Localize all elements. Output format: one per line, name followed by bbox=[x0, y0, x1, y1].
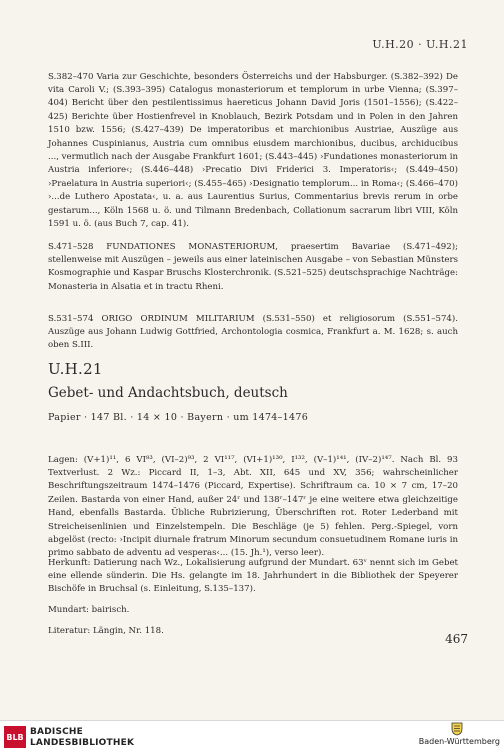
paragraph-origo: S.531–574 ORIGO ORDINUM MILITARIUM (S.531–550) et religiosorum (S.551–574). Auszüge aus Johann Ludwig Gottfried, Archontologia cosmica, Frankfurt a. M. 1628; s. auch oben S.III. bbox=[48, 313, 458, 351]
entry-meta: Papier · 147 Bl. · 14 × 10 · Bayern · um 1474–1476 bbox=[48, 412, 309, 423]
entry-shelfmark: U.H.21 bbox=[48, 360, 103, 378]
library-name-line2: LANDESBIBLIOTHEK bbox=[30, 738, 135, 748]
paragraph-fundationes: S.471–528 FUNDATIONES MONASTERIORUM, praesertim Bavariae (S.471–492); stellenweise mit Auszügen – jeweils aus einer lateinischen Ausgabe – von Sebastian Münsters Kosmographie und Kaspar Bruschs Klosterchronik. (S.521–525) deutschsprachige Nachträge: Monasteria in Alsatia et in tractu Rheni. bbox=[48, 241, 458, 292]
entry-origin: Herkunft: Datierung nach Wz., Lokalisierung aufgrund der Mundart. 63ᵛ nennt sich im Gebet eine ellende sünderin. Die Hs. gelangte im 18. Jahrhundert in die Bibliothek der Speyerer Bischöfe in Bruchsal (s. Einleitung, S.135–137). bbox=[48, 557, 458, 595]
paragraph-varia: S.382–470 Varia zur Geschichte, besonders Österreichs und der Habsburger. (S.382–392) De vita Caroli V.; (S.393–395) Catalogus monasteriorum et templorum in urbe Vienna; (S.397–404) Bericht über den pestilentissimus haereticus Johann David Joris (1501–1556); (S.422–425) Berichte über Hostienfrevel in Knoblauch, Bezirk Potsdam und in Polen in den Jahren 1510 bzw. 1556; (S.427–439) De imperatoribus et marchionibus Austriae, Auszüge aus Johannes Cuspinianus, Austria cum omnibus eiusdem marchionibus, ducibus, archiducibus ..., vermutlich nach der Ausgabe Frankfurt 1601; (S.443–445) ›Fundationes monasteriorum in Austria inferiore‹; (S.446–448) ›Precatio Divi Friderici 3. Imperatoris‹; (S.449–450) ›Praelatura in Austria superiori‹; (S.455–465) ›Designatio templorum... in Roma‹; (S.466–470) ›...de Luthero Apostata‹, u. a. aus Laurentius Surius, Commentarius brevis rerum in orbe gestarum..., Köln 1568 u. ö. und Tilmann Bredenbach, Collationum sacrarum libri VIII, Köln 1591 u. ö. (aus Buch 7, cap. 41). bbox=[48, 71, 458, 230]
blb-logo-icon[interactable]: BLB bbox=[4, 726, 26, 748]
entry-dialect: Mundart: bairisch. bbox=[48, 604, 130, 615]
page-number: 467 bbox=[445, 632, 468, 646]
entry-literature: Literatur: Längin, Nr. 118. bbox=[48, 625, 164, 636]
footer-bar bbox=[0, 720, 504, 754]
library-name-line1: BADISCHE bbox=[30, 727, 84, 737]
entry-description: Lagen: (V+1)¹¹, 6 VI⁸³, (VI–2)⁹³, 2 VI¹¹⁷, (VI+1)¹³⁰, I¹³², (V–1)¹⁴¹, (IV–2)¹⁴⁷. Nach Bl. 93 Textverlust. 2 Wz.: Piccard II, 1–3, Abt. XII, 645 und XV, 356; wahrscheinlicher Beschriftungszeitraum 1474–1476 (Piccard, Expertise). Schriftraum ca. 10 × 7 cm, 17–20 Zeilen. Bastarda von einer Hand, außer 24ʳ und 138ʳ–147ʳ je eine weitere etwa gleichzeitige Hand, ebenfalls Bastarda. Übliche Rubrizierung, Überschriften rot. Roter Lederband mit Streicheisenlinien und Einzelstempeln. Die Beschläge (je 5) fehlen. Perg.-Spiegel, vorn abgelöst (recto: ›Incipit diurnale fratrum Minorum secundum consuetudinem Romane iuris in primo sabbato de adventu ad vesperas‹... (15. Jh.¹), verso leer). bbox=[48, 454, 458, 559]
running-head: U.H.20 · U.H.21 bbox=[372, 38, 468, 51]
entry-title: Gebet- und Andachtsbuch, deutsch bbox=[48, 385, 288, 401]
state-name[interactable]: Baden-Württemberg bbox=[418, 737, 500, 746]
state-crest-icon bbox=[450, 722, 464, 736]
library-name[interactable] bbox=[30, 727, 134, 749]
